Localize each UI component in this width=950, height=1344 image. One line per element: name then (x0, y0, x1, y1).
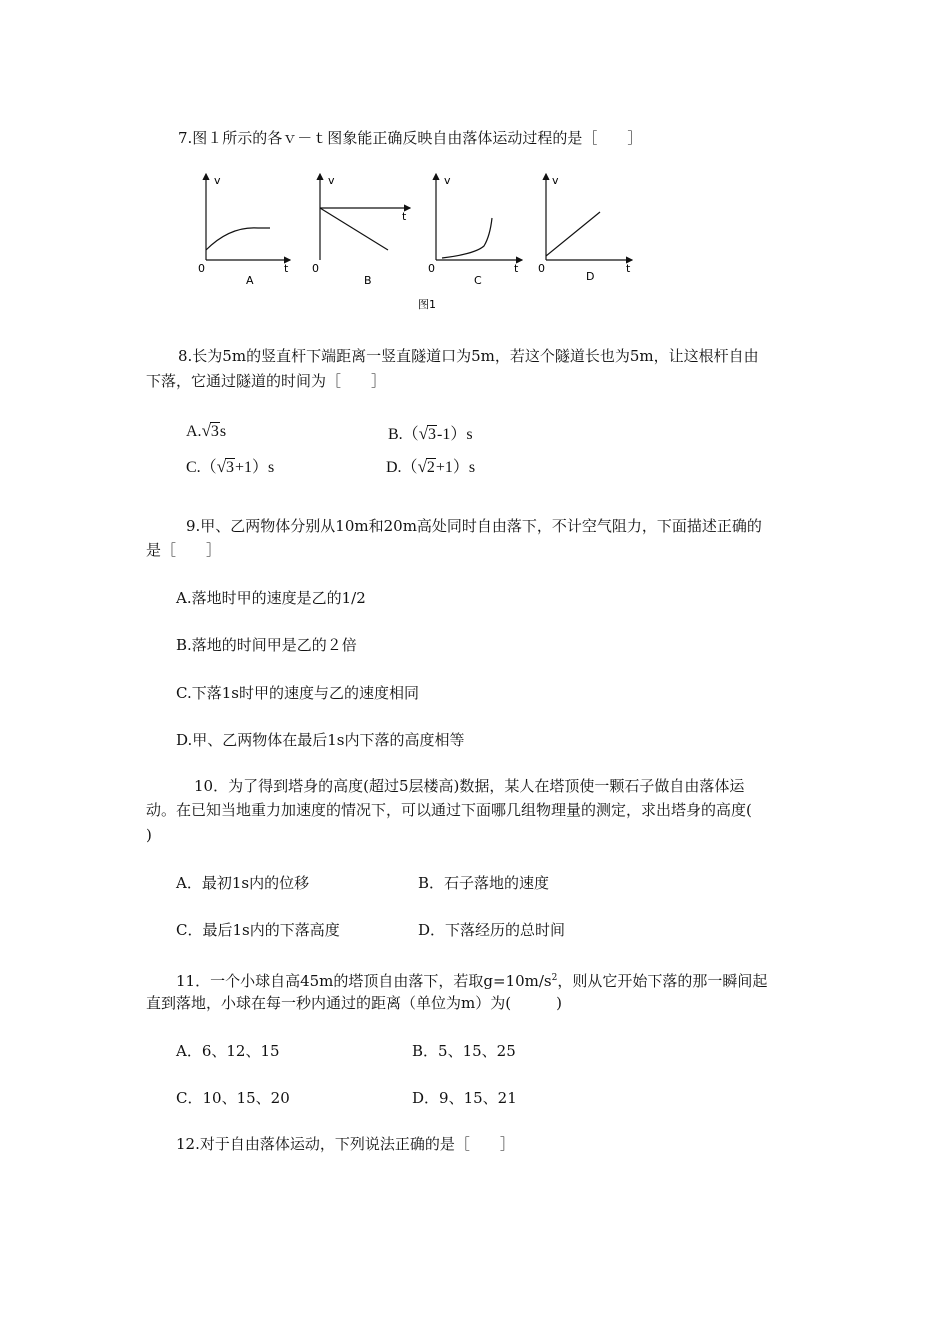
graph-b-v-label: v (328, 174, 335, 187)
q11-line1-a: 11．一个小球自高45m的塔顶自由落下，若取g=10m/s (176, 972, 552, 990)
q9-option-a: A.落地时甲的速度是乙的1/2 (176, 589, 366, 607)
sqrt-symbol: √ (216, 457, 227, 476)
q8-option-a-radicand: 3 (210, 423, 219, 440)
graph-b-label: B (364, 274, 372, 287)
q11-superscript: 2 (551, 973, 558, 983)
graph-a (198, 174, 290, 287)
graph-c-origin: 0 (428, 262, 435, 275)
q8-option-c-prefix: C.（ (186, 459, 217, 476)
q11-line1 (176, 968, 767, 991)
q8-line1: 8.长为5m的竖直杆下端距离一竖直隧道口为5m，若这个隧道长也为5m，让这根杆自由 (178, 347, 759, 365)
q9-option-d: D.甲、乙两物体在最后1s内下落的高度相等 (176, 731, 465, 749)
q10-line1: 10．为了得到塔身的高度(超过5层楼高)数据，某人在塔顶使一颗石子做自由落体运 (194, 777, 745, 795)
graph-a-origin: 0 (198, 262, 205, 275)
sqrt-symbol: √ (201, 421, 211, 440)
q8-option-a (186, 421, 226, 441)
q8-option-d-suffix: +1）s (435, 459, 476, 476)
graph-b (312, 174, 410, 287)
graph-c-label: C (474, 274, 482, 287)
q11-option-c: C．10、15、20 (176, 1089, 290, 1107)
sqrt-symbol: √ (417, 457, 427, 476)
q8-line2: 下落，它通过隧道的时间为［ ］ (146, 372, 387, 390)
q11-line2: 直到落地，小球在每一秒内通过的距离（单位为m）为( ) (146, 994, 562, 1012)
q8-option-d (386, 454, 475, 477)
q9-option-b: B.落地的时间甲是乙的２倍 (176, 636, 357, 654)
graph-c-v-label: v (444, 174, 451, 187)
q10-line2: 动。在已知当地重力加速度的情况下，可以通过下面哪几组物理量的测定，求出塔身的高度( (146, 801, 752, 819)
q9-line1: 9.甲、乙两物体分别从10m和20m高处同时自由落下，不计空气阻力，下面描述正确的 (186, 517, 762, 535)
q11-option-b: B．5、15、25 (412, 1042, 516, 1060)
graph-d-label: D (586, 270, 595, 283)
q10-line3: ) (146, 826, 152, 844)
graph-d-origin: 0 (538, 262, 545, 275)
graph-b-origin: 0 (312, 262, 319, 275)
q7-figure (190, 168, 650, 322)
graph-a-label: A (246, 274, 254, 287)
q10-option-b: B．石子落地的速度 (418, 874, 550, 892)
q10-option-d: D．下落经历的总时间 (418, 921, 566, 939)
q8-option-b (388, 421, 473, 444)
q8-option-d-prefix: D.（ (386, 459, 418, 476)
q8-option-d-radicand: 2 (426, 459, 435, 476)
q11-option-d: D．9、15、21 (412, 1089, 517, 1107)
graph-d (538, 174, 632, 283)
q8-option-b-prefix: B.（ (388, 426, 419, 443)
figure-caption: 图1 (418, 298, 436, 311)
q9-line2: 是［ ］ (146, 541, 222, 559)
q11-option-a: A．6、12、15 (176, 1042, 280, 1060)
q8-option-c (186, 454, 274, 477)
graph-b-t-label: t (402, 210, 407, 223)
graph-a-v-label: v (214, 174, 221, 187)
q10-option-a: A．最初1s内的位移 (176, 874, 310, 892)
graph-d-v-label: v (552, 174, 559, 187)
q8-option-a-prefix: A. (186, 423, 202, 440)
vt-graphs (190, 168, 650, 318)
q8-option-c-suffix: +1）s (235, 459, 275, 476)
q12-text: 12.对于自由落体运动，下列说法正确的是［ ］ (176, 1135, 515, 1153)
graph-c (428, 174, 522, 287)
graph-d-t-label: t (626, 262, 631, 275)
q8-option-b-radicand: 3 (428, 426, 437, 443)
q11-line1-b: ，则从它开始下落的那一瞬间起 (557, 972, 768, 990)
q10-option-c: C．最后1s内的下落高度 (176, 921, 340, 939)
q8-option-c-radicand: 3 (226, 459, 235, 476)
q8-option-b-suffix: -1）s (437, 426, 473, 443)
q9-option-c: C.下落1s时甲的速度与乙的速度相同 (176, 684, 419, 702)
q7-text: 7.图１所示的各ｖ－ｔ图象能正确反映自由落体运动过程的是［ ］ (178, 129, 643, 147)
sqrt-symbol: √ (418, 424, 429, 443)
q8-option-a-suffix: s (219, 423, 227, 440)
graph-c-t-label: t (514, 262, 519, 275)
graph-a-t-label: t (284, 262, 289, 275)
